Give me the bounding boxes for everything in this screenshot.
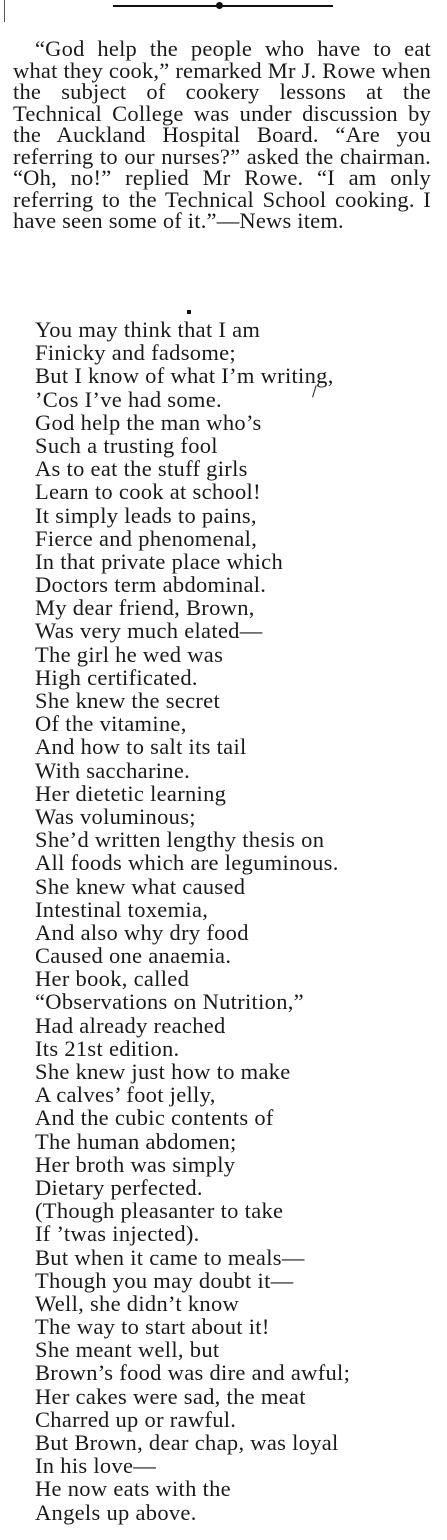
- poem-line: And also why dry food: [35, 919, 249, 945]
- intro-paragraph: “God help the people who have to eat what they cook,” remarked Mr J. Rowe when the subject of cookery lessons at the Technical College was under discussion by the Auckland Hospital Board. “Are you referring to our nurses?” asked the chairman. “Oh, no!” replied Mr Rowe. “I am only referring to the Technical School cooking. I have seen some of it.”—News item.: [13, 36, 431, 233]
- poem-line: Caused one anaemia.: [35, 943, 232, 969]
- poem-line: Intestinal toxemia,: [35, 896, 209, 922]
- poem-line: The girl he wed was: [35, 641, 224, 667]
- poem-line: And how to salt its tail: [35, 734, 247, 760]
- ink-mark: /: [312, 384, 317, 400]
- poem-line: But I know of what I’m writing,: [35, 363, 334, 389]
- poem-line: She meant well, but: [35, 1337, 220, 1363]
- poem: [35, 318, 435, 1524]
- poem-line: Dietary perfected.: [35, 1174, 203, 1200]
- poem-line: Charred up or rawful.: [35, 1406, 237, 1432]
- ornamental-rule: [113, 5, 333, 7]
- poem-line: Her cakes were sad, the meat: [35, 1383, 306, 1409]
- poem-line: Angels up above.: [35, 1499, 197, 1525]
- poem-line: Of the vitamine,: [35, 711, 187, 737]
- poem-line: The way to start about it!: [35, 1314, 270, 1340]
- poem-line: It simply leads to pains,: [35, 502, 257, 528]
- poem-line: With saccharine.: [35, 757, 191, 783]
- poem-line: She knew just how to make: [35, 1059, 291, 1084]
- poem-line: She knew what caused: [35, 873, 246, 899]
- poem-line: In his love—: [35, 1453, 157, 1479]
- poem-line: High certificated.: [35, 664, 198, 690]
- poem-line: All foods which are leguminous.: [35, 850, 339, 876]
- poem-line: But Brown, dear chap, was loyal: [35, 1430, 339, 1455]
- poem-line: God help the man who’s: [35, 409, 262, 435]
- poem-line: A calves’ foot jelly,: [35, 1082, 216, 1108]
- poem-line: In that private place which: [35, 548, 283, 574]
- poem-line: Had already reached: [35, 1012, 226, 1038]
- poem-line: And the cubic contents of: [35, 1105, 274, 1131]
- poem-line: He now eats with the: [35, 1476, 231, 1502]
- poem-line: Learn to cook at school!: [35, 479, 261, 505]
- poem-line: Its 21st edition.: [35, 1035, 180, 1061]
- poem-line: She’d written lengthy thesis on: [35, 827, 325, 853]
- poem-line: As to eat the stuff girls: [35, 456, 248, 482]
- poem-line: Was voluminous;: [35, 803, 196, 829]
- poem-line: (Though pleasanter to take: [35, 1198, 284, 1224]
- separator-dot: [187, 310, 191, 314]
- poem-line: ’Cos I’ve had some.: [35, 386, 222, 412]
- poem-line: Her broth was simply: [35, 1151, 236, 1177]
- poem-line: But when it came to meals—: [35, 1244, 305, 1270]
- poem-line: My dear friend, Brown,: [35, 595, 255, 621]
- poem-line: Fierce and phenomenal,: [35, 525, 258, 551]
- poem-line: You may think that I am: [35, 317, 261, 342]
- column-edge-line: [4, 0, 5, 22]
- poem-line: Her book, called: [35, 966, 190, 992]
- poem-line: Well, she didn’t know: [35, 1290, 240, 1316]
- poem-line: Doctors term abdominal.: [35, 572, 267, 598]
- poem-line: Brown’s food was dire and awful;: [35, 1360, 351, 1386]
- poem-line: She knew the secret: [35, 688, 221, 713]
- poem-line: Finicky and fadsome;: [35, 340, 236, 366]
- poem-line: Her dietetic learning: [35, 780, 227, 806]
- poem-line: “Observations on Nutrition,”: [35, 989, 304, 1015]
- poem-line: Such a trusting fool: [35, 432, 218, 458]
- poem-line: If ’twas injected).: [35, 1221, 200, 1247]
- poem-line: Was very much elated—: [35, 618, 263, 644]
- poem-line: Though you may doubt it—: [35, 1267, 294, 1293]
- poem-line: The human abdomen;: [35, 1128, 237, 1154]
- ornamental-rule-dot: [216, 2, 223, 9]
